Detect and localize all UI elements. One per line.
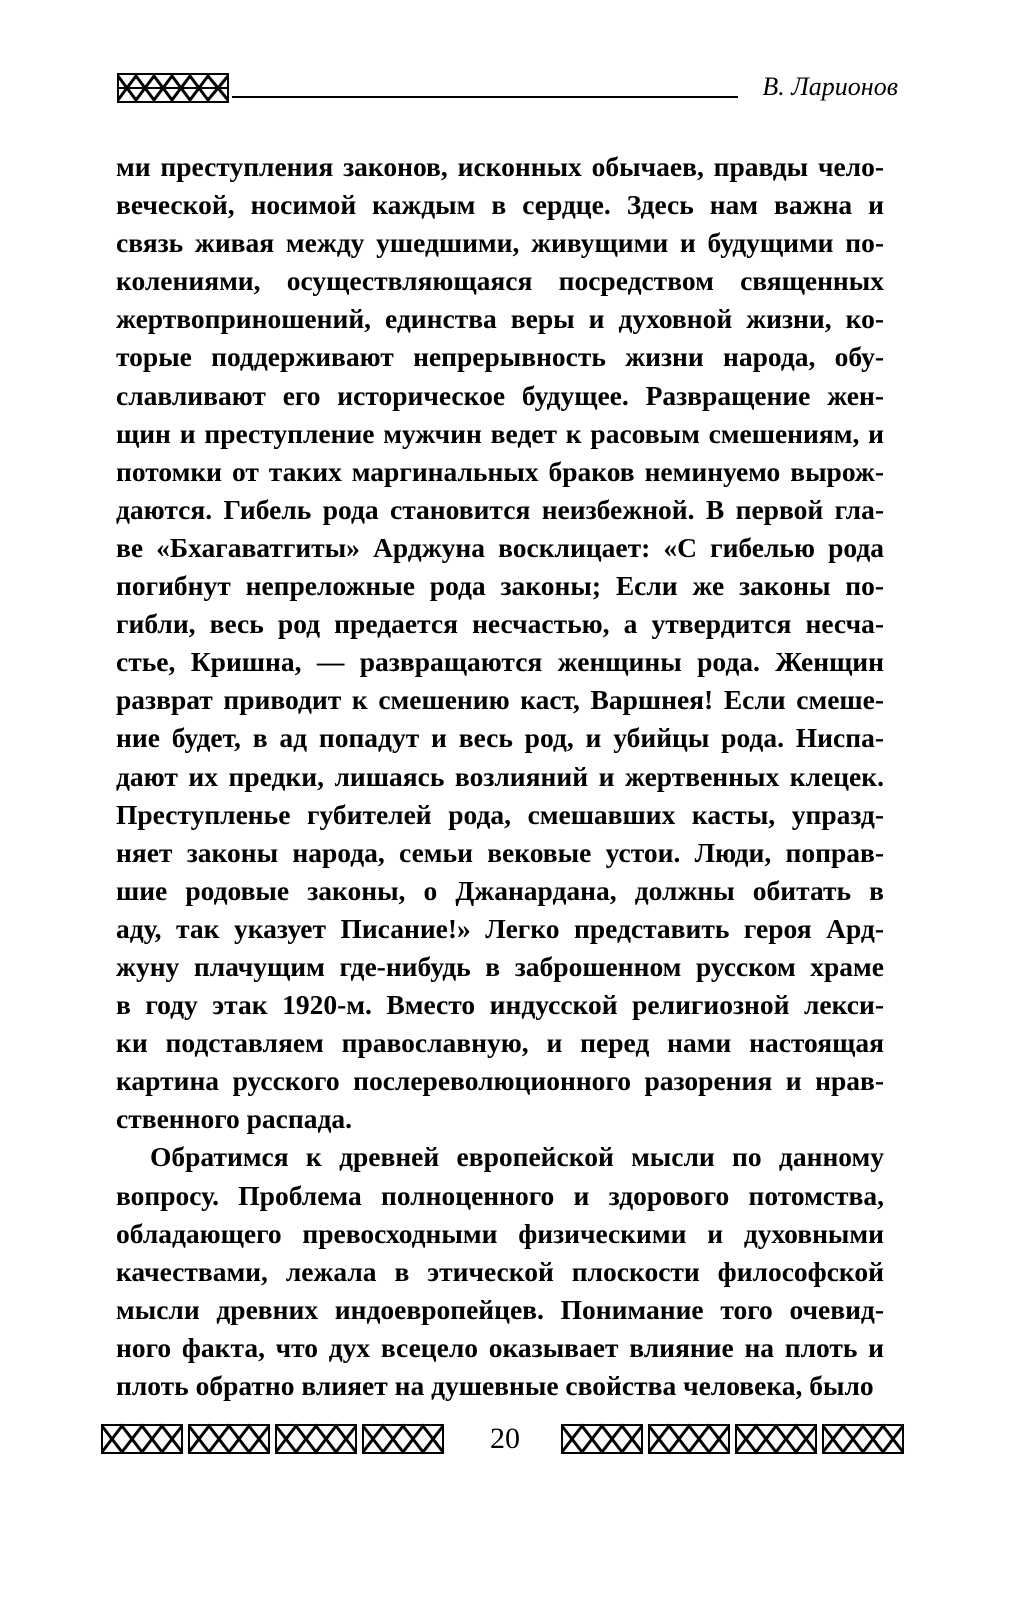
text-line: жертвоприношений, единства веры и духовной жизни, ко- <box>116 303 884 335</box>
text-line: в году этак 1920-м. Вместо индусской религиозной лекси- <box>116 989 884 1021</box>
text-line: веческой, носимой каждым в сердце. Здесь нам важна и <box>116 189 884 221</box>
running-header <box>116 66 898 110</box>
text-line: ми преступления законов, исконных обычаев, правды чело- <box>116 151 884 182</box>
text-line: ственного распада. <box>116 1103 353 1135</box>
text-line: даются. Гибель рода становится неизбежной. В первой гла- <box>116 493 884 525</box>
text-line: ве «Бхагаватгиты» Арджуна восклицает: «С гибелью рода <box>116 531 884 563</box>
text-line: Преступленье губителей рода, смешавших касты, упразд- <box>116 798 884 830</box>
text-line: плоть обратно влияет на душевные свойства человека, было <box>116 1370 874 1401</box>
text-line: вопросу. Проблема полноценного и здорового потомства, <box>116 1179 884 1211</box>
text-line: стье, Кришна, — развращаются женщины рода. Женщин <box>116 646 884 678</box>
text-line: картина русского послереволюционного разорения и нрав- <box>116 1065 884 1097</box>
text-line: мысли древних индоевропейцев. Понимание того очевид- <box>116 1293 884 1325</box>
text-line: гибли, весь род предается несчастью, а утвердится несча- <box>116 608 884 640</box>
text-line: потомки от таких маргинальных браков неминуемо вырож- <box>116 455 884 487</box>
text-line: щин и преступление мужчин ведет к расовым смешениям, и <box>116 417 884 449</box>
text-line: жуну плачущим где-нибудь в заброшенном русском храме <box>116 950 884 982</box>
text-line: ки подставляем православную, и перед нами настоящая <box>116 1027 884 1059</box>
knot-ornament-icon <box>560 1422 910 1456</box>
page-footer <box>100 1418 910 1462</box>
text-line: погибнут непреложные рода законы; Если же законы по- <box>116 570 884 602</box>
text-line: обладающего превосходными физическими и духовными <box>116 1217 884 1249</box>
body-text <box>116 148 884 1405</box>
text-line: торые поддерживают непрерывность жизни народа, обу- <box>116 341 884 373</box>
knot-ornament-icon <box>116 70 230 106</box>
text-line: славливают его историческое будущее. Развращение жен- <box>116 379 884 411</box>
text-line: няет законы народа, семьи вековые устои. Люди, поправ- <box>116 836 884 868</box>
text-line: колениями, осуществляющаяся посредством священных <box>116 265 884 297</box>
header-rule <box>232 96 738 98</box>
text-line: качествами, лежала в этической плоскости философской <box>116 1255 884 1287</box>
text-line: аду, так указует Писание!» Легко представить героя Ард- <box>116 912 884 944</box>
text-line: Обратимся к древней европейской мысли по данному <box>150 1141 884 1173</box>
text-line: разврат приводит к смешению каст, Варшнея! Если смеше- <box>116 684 884 716</box>
text-line: ние будет, в ад попадут и весь род, и убийцы рода. Ниспа- <box>116 722 884 754</box>
header-author: В. Ларионов <box>762 72 898 101</box>
text-line: связь живая между ушедшими, живущими и будущими по- <box>116 227 884 259</box>
text-line: дают их предки, лишаясь возлияний и жертвенных клецек. <box>116 760 884 792</box>
text-line: шие родовые законы, о Джанардана, должны обитать в <box>116 874 884 906</box>
page-number: 20 <box>490 1422 520 1455</box>
text-line: ного факта, что дух всецело оказывает влияние на плоть и <box>116 1331 884 1363</box>
